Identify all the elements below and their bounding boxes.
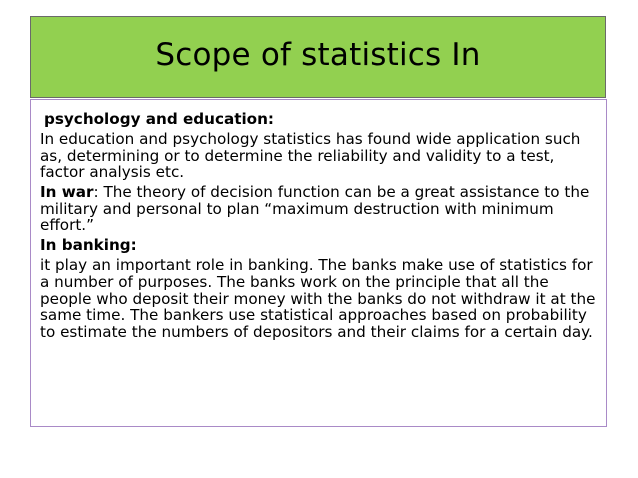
war-body: : The theory of decision function can be a great assistance to the military and personal to plan “maximum destruction with minimum effort.”	[40, 183, 590, 235]
banking-heading: In banking:	[40, 236, 137, 255]
war-paragraph	[40, 184, 600, 234]
banking-body: it play an important role in banking. The banks make use of statistics for a number of purposes. The banks work on the principle that all the people who deposit their money with the banks do not withdraw it at the same time. The bankers use statistical approaches based on probability to estimate the numbers of depositors and their claims for a certain day.	[40, 256, 596, 341]
banking-heading-paragraph	[40, 237, 600, 254]
content-text	[40, 111, 600, 344]
content-box	[30, 99, 607, 427]
war-heading: In war	[40, 183, 94, 202]
psychology-body: In education and psychology statistics has found wide application such as, determining or to determine the reliability and validity to a test, factor analysis etc.	[40, 129, 581, 182]
title-box	[30, 16, 606, 98]
psychology-heading: psychology and education:	[44, 110, 275, 128]
psychology-heading-paragraph	[40, 111, 600, 128]
slide-title: Scope of statistics In	[155, 37, 481, 73]
